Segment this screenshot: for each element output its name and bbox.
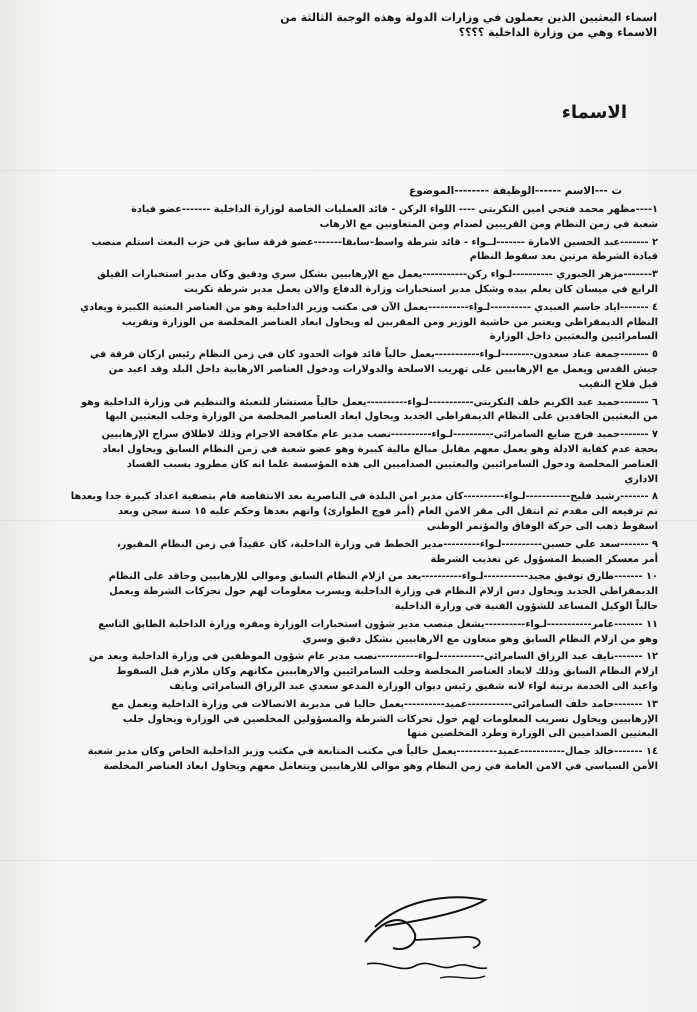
entry-line: الديمقراطي الجديد ويحاول دس ازلام النظام في وزارة الداخلية ويسرب معلومات لهم حول تحركات الشرطة ويعمل — [109, 586, 658, 598]
entry-line: اسقوط ذهب الى حركة الوفاق والمؤتمر الوطني — [426, 520, 658, 532]
entry-line: ١٠ -------طارق توفيق مجيد-----------لـواء----------يعد من ازلام النظام السابق وموالي للإرهابيين وحاقد على النظام — [108, 571, 658, 583]
entry-line: السامرائيين والبعثيين داخل الوزارة — [489, 331, 658, 343]
handwritten-signature — [345, 882, 505, 992]
entry-2 — [40, 236, 658, 266]
entry-6 — [40, 396, 658, 426]
entry-line: ٨ -------رشيد فليح-----------لـواء----------كان مدير امن البلدة في الناصرية بعد الانتفاضة قام بتصفية اعداد كبيرة جدا وبعدها — [70, 491, 658, 503]
entry-line: ٧ -------حميد فرج ضايع السامرائي----------لـواء----------نصب مدير عام مكافحة الاجرام وذلك لاطلاق سراح الإرهابيين — [101, 429, 658, 441]
entry-line: البعثيين الصداميين الى الوزارة وطرد المخلصين منها — [407, 728, 658, 740]
entry-line: ١٣ -------حامد خلف السامرائي-----------عميد----------يعمل حاليا في مديرية الاتصالات في وزارة الداخلية ويعمل مع — [111, 698, 658, 710]
entry-line: الرابع في ميسان كان يعلم بيده وشكل مدير استخبارات وزارة الدفاع والان يعمل مدير شرطة تكريت — [184, 283, 658, 295]
entry-line: ازلام النظام السابق وذلك لابعاد العناصر المخلصة وجلب السامرائيين والارهابيين مكانهم وكان ملازم قبل السقوط — [116, 666, 658, 678]
entry-line: ١----مظهر محمد فتحي امين التكريتي ---- اللواء الركن - قائد العمليات الخاصة لوزارة الداخلية -------عضو قيادة — [131, 204, 658, 215]
entry-9 — [40, 538, 658, 568]
entry-12 — [40, 650, 658, 694]
paper-fold-line — [0, 860, 697, 861]
document-header — [227, 10, 657, 40]
entry-line: ٣-------مزهر الجبوري ----------لـواء ركن-----------يعمل مع الإرهابيين بشكل سري ودقيق وكان مدير استخبارات الفيلق — [97, 269, 658, 281]
entry-line: واعيد الى الخدمة برتبة لواء لانه شقيق رئيس ديوان الوزارة المدعو سعدي عبد الرزاق السامرائي ونايف — [169, 680, 658, 692]
entry-line: ١٤ -------خالد جمال-----------عميد----------يعمل حالياً في مكتب المتابعة في مكتب وزير الداخلية الخاص وكان مدير شعبة — [87, 746, 658, 758]
entry-3 — [40, 268, 658, 298]
entry-line: العناصر المخلصة ودخول السامرائيين والبعثيين الصداميين الى هذه المؤسسة علما انه كان مطرود بسبب الفساد — [126, 458, 658, 470]
entries-list — [40, 203, 658, 778]
entry-line: بحجة عدم كفاية الادلة وهو يعمل معهم مقابل مبالغ مالية كبيرة وهو عضو شعبة في زمن النظام السابق ويحاول ابعاد — [102, 443, 658, 455]
entry-line: ٢ -------عبد الحسين الامارة -------لــواء - قائد شرطة واسط-سابقا-------عضو فرقة سابق في حزب البعث استلم منصب — [91, 236, 658, 248]
entry-line: ٤ -------اياد جاسم العبيدي ----------لـواء----------يعمل الآن في مكتب وزير الداخلية وهو من العناصر البعثية الكبيرة ويعادي — [80, 301, 658, 313]
entry-5 — [40, 348, 658, 392]
entry-8 — [40, 490, 658, 534]
entry-line: ٦ -------حميد عبد الكريم خلف التكريتي-----------لـواء----------يعمل حالياً مستشار للتعبئة والتنظيم في وزارة الداخلية وهو — [80, 396, 658, 408]
entry-line: الإرهابيين ويحاول تسريب المعلومات لهم حول تحركات الشرطة والمسؤولين المخلصين في الوزارة ويحاول جلب — [122, 713, 658, 725]
entry-line: النظام الديمقراطي ويعتبر من حاشية الوزير ومن المقربين له ويحاول ابعاد العناصر المخلصة من الوزارة وتقريب — [121, 316, 658, 328]
entry-line: أمر معسكر الضبط المسؤول عن تعذيب الشرطة — [430, 553, 658, 565]
entry-4 — [40, 301, 658, 345]
entry-11 — [40, 618, 658, 648]
entry-line: الأمن السياسي في الامن العامة في زمن النظام وهو موالي للارهابيين ويتعامل معهم ويحاول ابعاد العناصر المخلصة — [103, 760, 658, 772]
header-line-2: الاسماء وهي من وزارة الداخلية ؟؟؟؟ — [458, 26, 657, 39]
entry-line: قبل فلاح النقيب — [578, 378, 658, 390]
entry-line: قيادة الشرطة مرتين بعد سقوط النظام — [469, 251, 658, 263]
entry-13 — [40, 698, 658, 742]
entry-10 — [40, 570, 658, 614]
document-title: الاسماء — [561, 102, 627, 123]
entry-1 — [40, 203, 658, 233]
entry-line: تم ترفيعه الى مقدم ثم انتقل الى مقر الامن العام (أمر فوج الطوارئ) واتهم بعدها وحكم عليه ١٥ سنة سجن وبعد — [117, 506, 658, 518]
entry-line: جيش القدس ويعمل مع الإرهابيين على تهريب الاسلحة والدولارات ودخول العناصر الارهابية داخل البلد وقد اعيد من — [108, 363, 658, 375]
entry-line: الاداري — [624, 473, 658, 485]
paper-fold-line — [0, 170, 697, 171]
entry-line: شعبة في زمن النظام ومن القريبين لصدام ومن المتعاونين مع الارهاب — [319, 218, 658, 230]
entry-line: ١١ -------عامر-----------لـواء----------يشغل منصب مدير شؤون استخبارات الوزارة ومقره وزارة الداخلية الطابق التاسع — [98, 618, 658, 630]
entry-7 — [40, 428, 658, 487]
entry-line: ١٢ -------نايف عبد الرزاق السامرائي-----------لـواء----------نصب مدير عام شؤون الموظفين في وزارة الداخلية ويعد من — [89, 651, 658, 663]
column-headings: ت ---الاسم ------الوظيفة --------الموضوع — [409, 185, 622, 197]
header-line-1: اسماء البعثيين الذين يعملون في وزارات الدولة وهذه الوجبة الثالثة من — [280, 11, 657, 24]
entry-line: ٩ -------سعد علي حسين----------لـواء---------مدير الخطط في وزارة الداخلية، كان عقيداً في زمن النظام المقبور، — [116, 538, 658, 550]
entry-line: وهو من ازلام النظام السابق وهو متعاون مع الارهابيين بشكل دقيق وسري — [302, 633, 658, 645]
entry-line: ٥ -------جمعة عناد سعدون--------لـواء-----------يعمل حالياً قائد قوات الحدود كان في زمن النظام رئيس اركان فرقة في — [90, 349, 658, 361]
entry-14 — [40, 745, 658, 775]
entry-line: حالياً الوكيل المساعد للشؤون الفنية في وزارة الداخلية — [394, 600, 658, 612]
entry-line: من البعثيين الحاقدين على النظام الديمقراطي الجديد ويحاول ابعاد العناصر المخلصة من الوزارة وجلب البعثيين اليها — [105, 411, 658, 423]
